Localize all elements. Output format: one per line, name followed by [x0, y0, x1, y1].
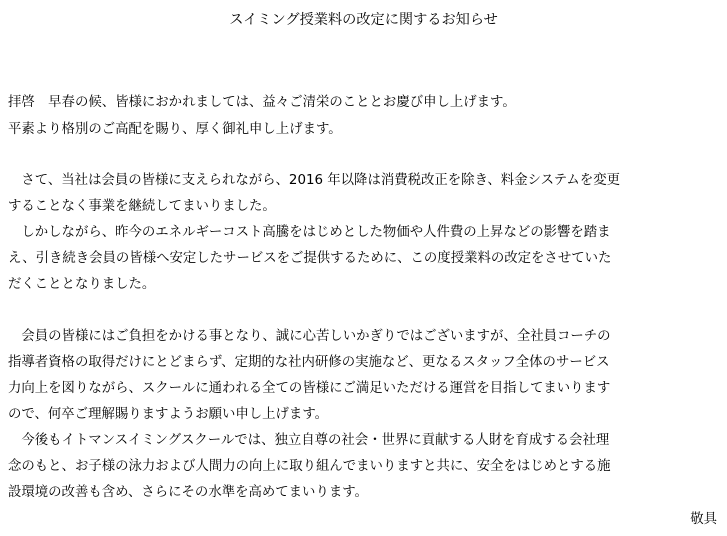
- paragraph2-line-3: 力向上を図りながら、スクールに通われる全ての皆様にご満足いただける運営を目指してまいります: [8, 381, 611, 396]
- document-title: スイミング授業料の改定に関するお知らせ: [229, 12, 498, 28]
- closing-word: 敬具: [690, 512, 717, 527]
- greeting-line-1: 拝啓 早春の候、皆様におかれましては、益々ご清栄のこととお慶び申し上げます。: [8, 95, 516, 110]
- paragraph2-line-2: 指導者資格の取得だけにとどまらず、定期的な社内研修の実施など、更なるスタッフ全体のサービス: [8, 355, 610, 370]
- paragraph2-line-5: 今後もイトマンスイミングスクールでは、独立自尊の社会・世界に貢献する人財を育成する会社理: [8, 433, 610, 448]
- paragraph2-line-4: ので、何卒ご理解賜りますようお願い申し上げます。: [8, 407, 329, 422]
- paragraph2-line-7: 設環境の改善も含め、さらにその水準を高めてまいります。: [8, 485, 368, 500]
- paragraph1-line-4: え、引き続き会員の皆様へ安定したサービスをご提供するために、この度授業料の改定をさせていた: [8, 251, 612, 266]
- paragraph1-line-3: しかしながら、昨今のエネルギーコスト高騰をはじめとした物価や人件費の上昇などの影響を踏ま: [8, 225, 611, 240]
- paragraph1-line-1: さて、当社は会員の皆様に支えられながら、2016 年以降は消費税改正を除き、料金システムを変更: [8, 173, 620, 188]
- paragraph1-line-2: することなく事業を継続してまいりました。: [8, 199, 276, 214]
- paragraph1-line-5: だくこととなりました。: [8, 277, 156, 292]
- paragraph2-line-6: 念のもと、お子様の泳力および人間力の向上に取り組んでまいりますと共に、安全をはじめとする施: [8, 459, 611, 474]
- paragraph2-line-1: 会員の皆様にはご負担をかける事となり、誠に心苦しいかぎりではございますが、全社員コーチの: [8, 329, 611, 344]
- greeting-line-2: 平素より格別のご高配を賜り、厚く御礼申し上げます。: [8, 122, 342, 137]
